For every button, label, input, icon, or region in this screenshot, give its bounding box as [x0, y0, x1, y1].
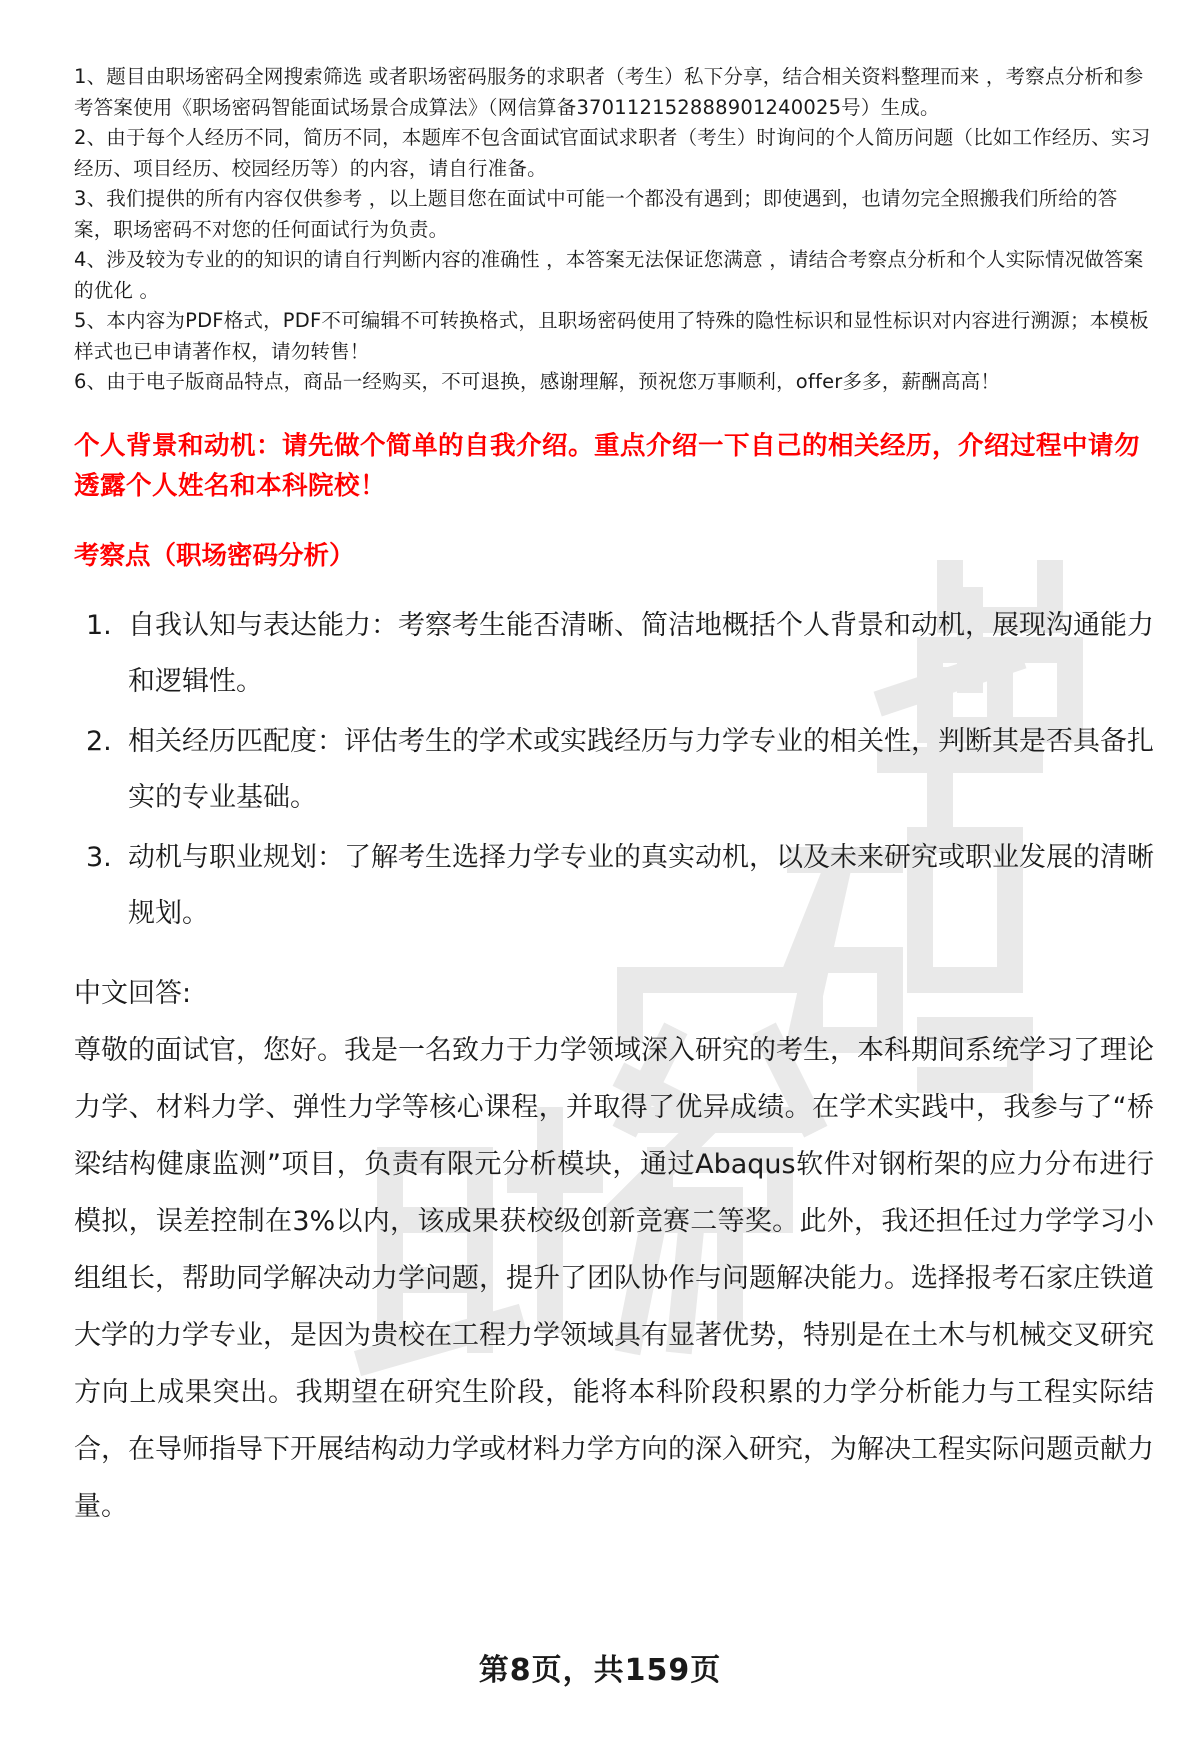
disclaimer-item: 4、涉及较为专业的的知识的请自行判断内容的准确性 ，本答案无法保证您满意 ，请结合考察点分析和个人实际情况做答案的优化 。	[74, 248, 1144, 302]
answer-body: 尊敬的面试官，您好。我是一名致力于力学领域深入研究的考生，本科期间系统学习了理论力学、材料力学、弹性力学等核心课程，并取得了优异成绩。在学术实践中，我参与了“桥梁结构健康监测”项目，负责有限元分析模块，通过Abaqus软件对钢桁架的应力分布进行模拟，误差控制在3%以内，该成果获校级创新竞赛二等奖。此外，我还担任过力学学习小组组长，帮助同学解决动力学问题，提升了团队协作与问题解决能力。选择报考石家庄铁道大学的力学专业，是因为贵校在工程力学领域具有显著优势，特别是在土木与机械交叉研究方向上成果突出。我期望在研究生阶段，能将本科阶段积累的力学分析能力与工程实际结合，在导师指导下开展结构动力学或材料力学方向的深入研究，为解决工程实际问题贡献力量。	[74, 1034, 1154, 1522]
answer-label: 中文回答:	[74, 977, 192, 1009]
disclaimer-item: 5、本内容为PDF格式，PDF不可编辑不可转换格式，且职场密码使用了特殊的隐性标识和显性标识对内容进行溯源；本模板样式也已申请著作权，请勿转售！	[74, 309, 1149, 363]
analysis-points	[74, 598, 1154, 942]
analysis-heading: 考察点（职场密码分析）	[74, 540, 355, 571]
analysis-point	[74, 598, 1154, 710]
question-title: 个人背景和动机：请先做个简单的自我介绍。重点介绍一下自己的相关经历，介绍过程中请勿透露个人姓名和本科院校！	[74, 430, 1141, 501]
point-text: 相关经历匹配度：评估考生的学术或实践经历与力学专业的相关性，判断其是否具备扎实的专业基础。	[128, 725, 1154, 813]
disclaimer-item: 6、由于电子版商品特点，商品一经购买，不可退换，感谢理解，预祝您万事顺利，offer多多，薪酬高高！	[74, 370, 1001, 393]
point-number: 3.	[86, 841, 112, 873]
document-page	[74, 62, 1154, 1535]
disclaimer-list	[74, 62, 1154, 398]
point-number: 2.	[86, 725, 112, 757]
analysis-point	[74, 714, 1154, 826]
disclaimer-item: 2、由于每个人经历不同，简历不同，本题库不包含面试官面试求职者（考生）时询问的个人简历问题（比如工作经历、实习经历、项目经历、校园经历等）的内容，请自行准备。	[74, 126, 1151, 180]
disclaimer-item: 1、题目由职场密码全网搜索筛选 或者职场密码服务的求职者（考生）私下分享，结合相关资料整理而来 ，考察点分析和参考答案使用《职场密码智能面试场景合成算法》（网信算备370112152888901240025号）生成。	[74, 65, 1144, 119]
point-number: 1.	[86, 609, 112, 641]
point-text: 自我认知与表达能力：考察考生能否清晰、简洁地概括个人背景和动机，展现沟通能力和逻辑性。	[128, 609, 1154, 697]
page-number: 第8页，共159页	[478, 1653, 722, 1688]
point-text: 动机与职业规划：了解考生选择力学专业的真实动机，以及未来研究或职业发展的清晰规划。	[128, 841, 1154, 929]
analysis-point	[74, 830, 1154, 942]
disclaimer-item: 3、我们提供的所有内容仅供参考 ，以上题目您在面试中可能一个都没有遇到；即使遇到，也请勿完全照搬我们所给的答案，职场密码不对您的任何面试行为负责。	[74, 187, 1118, 241]
